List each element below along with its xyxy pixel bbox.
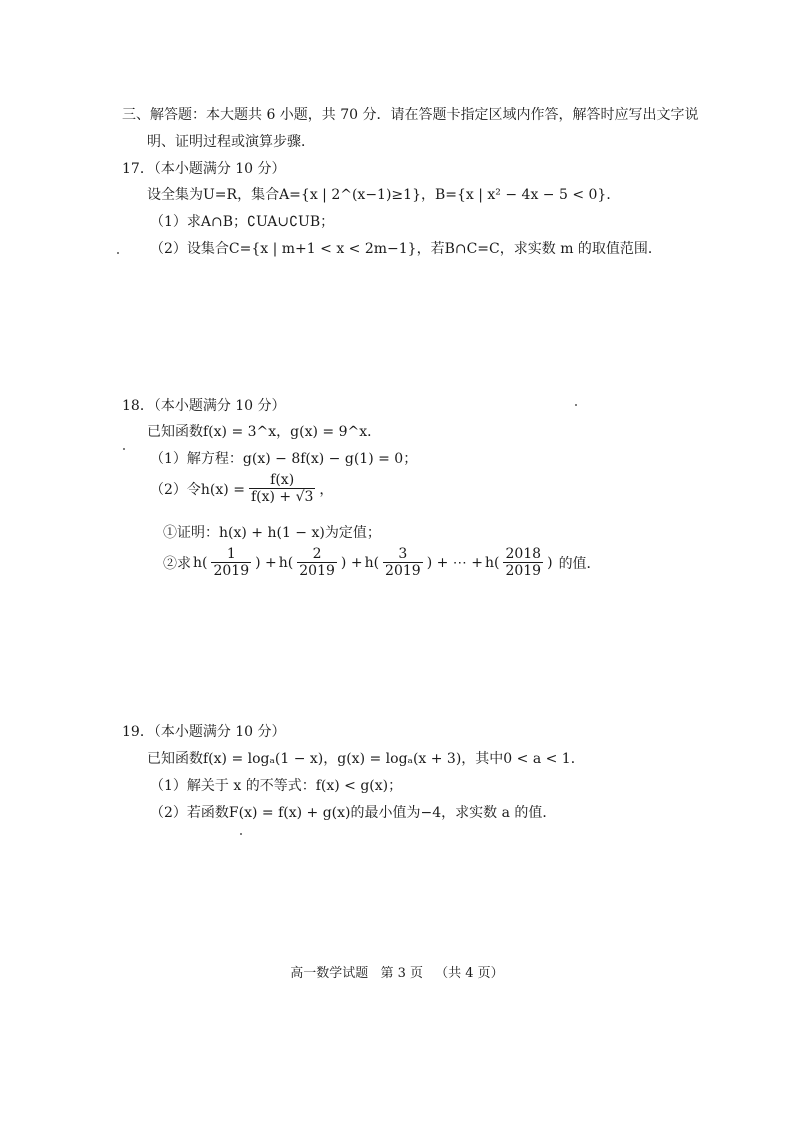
q17-stem: 设全集为U=R，集合A={x | 2^(x−1)≥1}，B={x | x² − 4x − 5 < 0}． — [147, 187, 621, 203]
q18-sub2-suffix: 的值． — [558, 555, 601, 572]
q18-part2-fraction — [249, 472, 315, 505]
q18-part2-denominator: f(x) + √3 — [250, 489, 314, 505]
q18-part2-prefix: （2）令h(x) = — [150, 481, 245, 498]
q18-part2-numerator: f(x) — [270, 472, 295, 488]
q19-part2: （2）若函数F(x) = f(x) + g(x)的最小值为−4，求实数 a 的值． — [150, 805, 557, 821]
q18-sub2-term-4-post: ) — [547, 554, 553, 571]
term-denominator: 2019 — [213, 563, 250, 579]
q18-sub2-term-3-post: ) + ⋯ + — [426, 554, 483, 571]
q18-sub2-term-2-fraction — [297, 546, 337, 579]
footer-subject: 高一数学试题 — [290, 966, 369, 981]
q18-sub1: ①证明：h(x) + h(1 − x)为定值； — [163, 525, 381, 541]
q17-title: 17．（本小题满分 10 分） — [122, 161, 286, 177]
q18-sub2-term-2-post: ) + — [340, 554, 363, 571]
term-denominator: 2019 — [385, 563, 421, 579]
scan-speck — [575, 404, 577, 406]
q18-sub2-term-1-fraction — [211, 546, 251, 579]
scan-speck — [123, 448, 125, 450]
q18-sub2-term-3-fraction — [383, 546, 423, 579]
term-numerator: 2 — [312, 546, 322, 562]
q18-sub2-term-4-pre: h( — [484, 554, 500, 571]
q19-title: 19．（本小题满分 10 分） — [122, 724, 286, 740]
q17-part1: （1）求A∩B；∁UA∪∁UB； — [150, 214, 335, 230]
footer-page-number: 第 3 页 — [380, 966, 423, 981]
q17-part2: （2）设集合C={x | m+1 < x < 2m−1}，若B∩C=C，求实数 m 的取值范围． — [150, 241, 662, 257]
q18-title: 18．（本小题满分 10 分） — [122, 398, 286, 414]
q18-sub2-prefix: ②求 — [163, 555, 191, 572]
term-numerator: 1 — [226, 546, 236, 562]
q18-sub2 — [163, 546, 601, 579]
q18-stem: 已知函数f(x) = 3^x，g(x) = 9^x． — [147, 424, 382, 440]
q19-part1: （1）解关于 x 的不等式：f(x) < g(x)； — [150, 778, 403, 794]
term-denominator: 2019 — [505, 563, 542, 579]
section-header-line2: 明、证明过程或演算步骤． — [147, 134, 315, 150]
q19-stem: 已知函数f(x) = logₐ(1 − x)，g(x) = logₐ(x + 3)，其中0 < a < 1． — [147, 751, 585, 767]
q18-part2 — [150, 472, 333, 505]
term-denominator: 2019 — [299, 563, 335, 579]
q18-sub2-term-1-pre: h( — [193, 554, 208, 571]
q18-part2-suffix: ， — [319, 481, 334, 498]
page-footer — [0, 962, 794, 981]
footer-total-pages: （共 4 页） — [435, 966, 504, 981]
term-numerator: 2018 — [505, 546, 542, 562]
q18-part1: （1）解方程：g(x) − 8f(x) − g(1) = 0； — [150, 451, 418, 467]
section-header-line1: 三、解答题：本大题共 6 小题，共 70 分．请在答题卡指定区域内作答，解答时应写出文字说 — [122, 107, 699, 123]
q18-sub2-term-4-fraction — [503, 546, 543, 579]
scan-speck — [240, 833, 242, 835]
term-numerator: 3 — [398, 546, 408, 562]
q18-sub2-term-2-pre: h( — [278, 554, 294, 571]
scan-speck — [117, 252, 119, 254]
q18-sub2-term-3-pre: h( — [364, 554, 380, 571]
q18-sub2-term-1-post: ) + — [255, 554, 277, 571]
